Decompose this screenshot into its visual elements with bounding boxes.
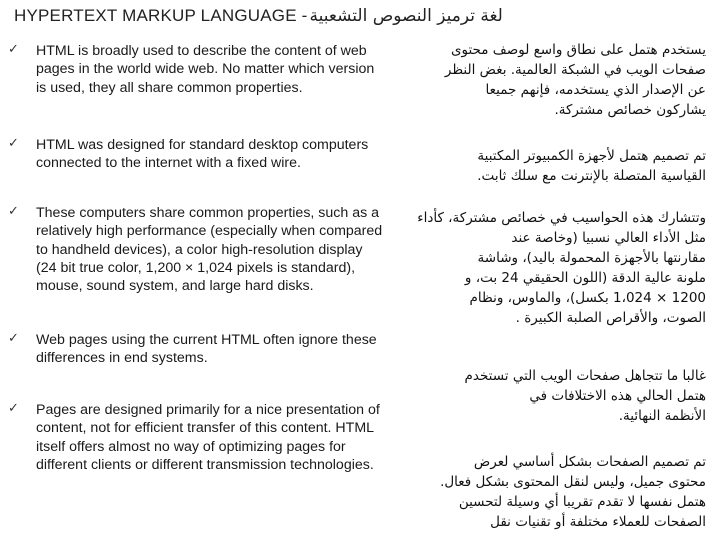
text-line: content, not for efficient transfer of this content. HTML (36, 420, 375, 437)
arabic-line: هتمل نفسها لا تقدم تقريبا أي وسيلة لتحسين (458, 494, 706, 510)
text-line: Pages are designed primarily for a nice presentation of (36, 402, 380, 418)
bullet-text (36, 204, 428, 295)
arabic-line: محتوى جميل، وليس لنقل المحتوى بشكل فعال. (440, 474, 706, 490)
arabic-line: صفحات الويب في الشبكة العالمية. بغض النظر (444, 62, 706, 78)
text-line: itself offers almost no way of optimizing pages for (36, 438, 346, 455)
text-line: differences in end systems. (36, 350, 208, 367)
text-line: HTML is broadly used to describe the content of web (36, 43, 367, 59)
check-mark-icon: ✓ (8, 331, 19, 346)
arabic-line: تم تصميم هتمل لأجهزة الكمبيوتر المكتبية (477, 148, 706, 164)
text-line: different clients or different transmission technologies. (36, 456, 374, 473)
arabic-line: عن الإصدار الذي يستخدمه، فإنهم جميعا (485, 82, 706, 98)
text-line: mouse, sound system, and large hard disks. (36, 278, 314, 295)
arabic-line: يستخدم هتمل على نطاق واسع لوصف محتوى (450, 42, 706, 58)
arabic-paragraph (406, 366, 706, 426)
text-line: HTML was designed for standard desktop computers (36, 137, 369, 153)
arabic-line: الصوت، والأقراص الصلبة الكبيرة . (515, 310, 706, 326)
check-mark-icon: ✓ (8, 42, 19, 57)
arabic-line: 1200 × 1،024 بكسل)، والماوس، ونظام (469, 290, 706, 306)
text-line: pages in the world wide web. No matter which version (36, 61, 375, 78)
bullet-text (36, 331, 428, 368)
text-line: These computers share common properties, such as a (36, 205, 380, 221)
arabic-line: القياسية المتصلة بالإنترنت مع سلك ثابت. (477, 168, 706, 184)
slide-title (14, 6, 714, 34)
text-line: relatively high performance (especially when compared (36, 223, 383, 240)
arabic-line: الصفحات للعملاء مختلفة أو تقنيات نقل (490, 514, 706, 530)
arabic-paragraph (406, 208, 706, 328)
check-mark-icon: ✓ (8, 401, 19, 416)
text-line: is used, they all share common properties. (36, 79, 303, 96)
arabic-line: غالبا ما تتجاهل صفحات الويب التي تستخدم (464, 368, 706, 384)
arabic-line: الأنظمة النهائية. (618, 408, 706, 424)
arabic-line: يشاركون خصائص مشتركة. (554, 102, 706, 118)
check-mark-icon: ✓ (8, 136, 19, 151)
arabic-line: هتمل الحالي هذه الاختلافات في (529, 388, 706, 404)
title-arabic: لغة ترميز النصوص التشعبية (309, 6, 503, 26)
bullet-text (36, 136, 428, 173)
arabic-line: مثل الأداء العالي نسبيا (وخاصة عند (511, 230, 706, 246)
arabic-line: تم تصميم الصفحات بشكل أساسي لعرض (473, 454, 706, 470)
text-line: connected to the internet with a fixed wire. (36, 155, 301, 172)
arabic-paragraph (406, 40, 706, 120)
text-line: to handheld devices), a color high-resolution display (36, 241, 363, 258)
arabic-line: ملونة عالية الدقة (اللون الحقيقي 24 بت، و (464, 270, 706, 286)
check-mark-icon: ✓ (8, 204, 19, 219)
bullet-text (36, 42, 428, 97)
arabic-paragraph (406, 146, 706, 186)
text-line: (24 bit true color, 1,200 × 1,024 pixels is standard), (36, 259, 356, 276)
bullet-text (36, 401, 428, 474)
arabic-line: وتتشارك هذه الحواسيب في خصائص مشتركة، كأداء (417, 210, 706, 226)
arabic-paragraph (406, 452, 706, 532)
arabic-line: مقارنتها بالأجهزة المحمولة باليد)، وشاشة (477, 250, 706, 266)
title-english: HYPERTEXT MARKUP LANGUAGE - (14, 6, 308, 25)
text-line: Web pages using the current HTML often ignore these (36, 332, 377, 348)
